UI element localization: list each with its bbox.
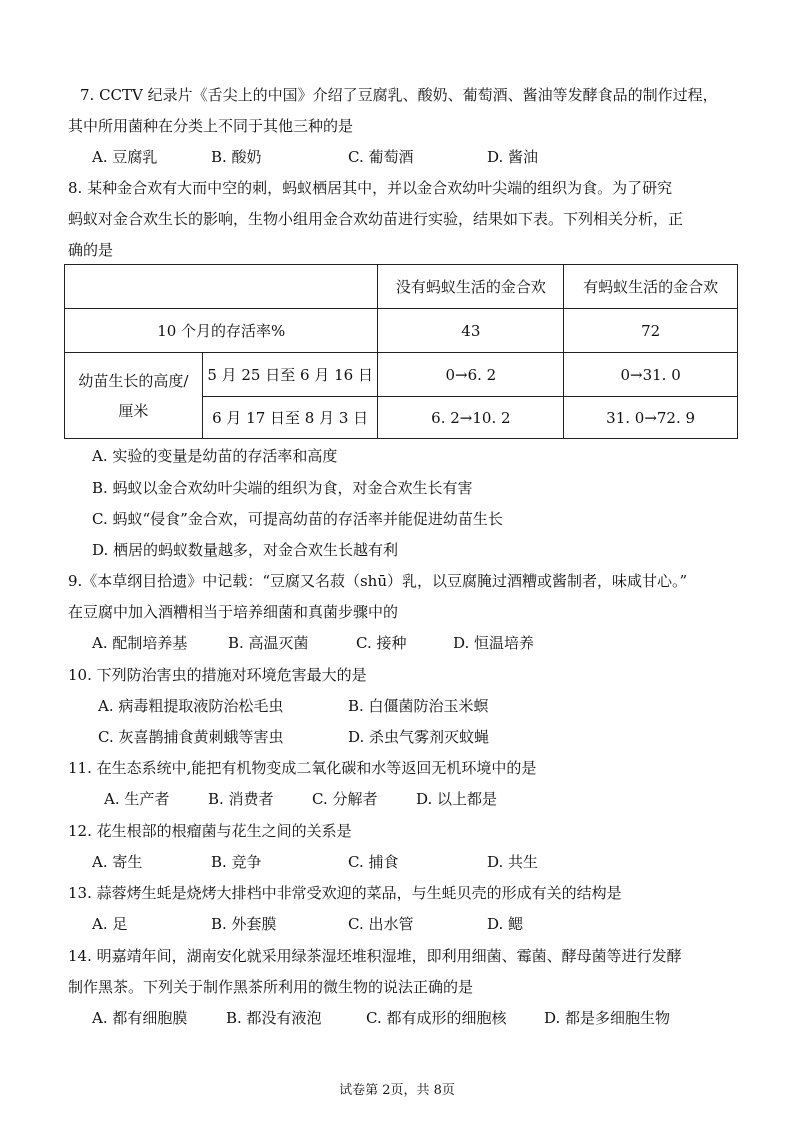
q10-option-c: C. 灰喜鹊捕食黄刺蛾等害虫: [98, 728, 284, 746]
q8-option-c: C. 蚂蚁“侵食”金合欢，可提高幼苗的存活率并能促进幼苗生长: [92, 510, 503, 528]
q9-line2: 在豆腐中加入酒糟相当于培养细菌和真菌步骤中的: [68, 603, 399, 621]
q7-option-d: D. 酱油: [487, 148, 539, 166]
q8-line2: 蚂蚁对金合欢生长的影响，生物小组用金合欢幼苗进行实验，结果如下表。下列相关分析，正: [68, 210, 684, 228]
q13-option-b: B. 外套膜: [211, 915, 277, 933]
q10-option-d: D. 杀虫气雾剂灭蚊蝇: [348, 728, 490, 746]
q7-option-c: C. 葡萄酒: [348, 148, 414, 166]
q8-option-a: A. 实验的变量是幼苗的存活率和高度: [92, 447, 338, 465]
q8-line1: 8. 某种金合欢有大而中空的刺，蚂蚁栖居其中，并以金合欢幼叶尖端的组织为食。为了研究: [68, 179, 673, 197]
table-header-row: [65, 265, 738, 309]
q12-option-a: A. 寄生: [92, 853, 143, 871]
table-cell: 6. 2→10. 2: [378, 397, 564, 439]
q9-option-a: A. 配制培养基: [92, 634, 188, 652]
q8-line3: 确的是: [68, 241, 114, 259]
q8-data-table: [64, 264, 738, 439]
q14-option-c: C. 都有成形的细胞核: [366, 1009, 507, 1027]
q8-option-b: B. 蚂蚁以金合欢幼叶尖端的组织为食，对金合欢生长有害: [92, 479, 473, 497]
table-period-2: 6 月 17 日至 8 月 3 日: [202, 397, 378, 439]
q7-line2: 其中所用菌种在分类上不同于其他三种的是: [68, 117, 354, 135]
table-cell: 43: [378, 309, 564, 353]
q11-line1: 11. 在生态系统中,能把有机物变成二氧化碳和水等返回无机环境中的是: [68, 759, 537, 777]
table-row-label-survival: 10 个月的存活率%: [65, 309, 378, 353]
q10-option-a: A. 病毒粗提取液防治松毛虫: [98, 697, 284, 715]
table-row-label-height: [65, 353, 203, 439]
q14-line1: 14. 明嘉靖年间，湖南安化就采用绿茶湿坯堆积湿堆，即利用细菌、霉菌、酵母菌等进行发酵: [68, 947, 682, 965]
q8-option-d: D. 栖居的蚂蚁数量越多，对金合欢生长越有利: [92, 541, 399, 559]
table-row: [65, 309, 738, 353]
q14-option-a: A. 都有细胞膜: [92, 1009, 188, 1027]
q12-option-d: D. 共生: [487, 853, 539, 871]
table-row: [65, 353, 738, 397]
q11-option-d: D. 以上都是: [416, 790, 498, 808]
q14-option-d: D. 都是多细胞生物: [544, 1009, 671, 1027]
q9-option-d: D. 恒温培养: [453, 634, 535, 652]
table-corner-cell: [65, 265, 378, 309]
q11-option-a: A. 生产者: [104, 790, 170, 808]
q11-option-b: B. 消费者: [208, 790, 274, 808]
q13-option-a: A. 足: [92, 915, 128, 933]
q12-option-c: C. 捕食: [348, 853, 399, 871]
q10-line1: 10. 下列防治害虫的措施对环境危害最大的是: [68, 666, 367, 684]
q12-option-b: B. 竞争: [211, 853, 262, 871]
q13-line1: 13. 蒜蓉烤生蚝是烧烤大排档中非常受欢迎的菜品，与生蚝贝壳的形成有关的结构是: [68, 884, 622, 902]
q13-option-d: D. 鳃: [487, 915, 524, 933]
q12-line1: 12. 花生根部的根瘤菌与花生之间的关系是: [68, 822, 352, 840]
table-row-label-height-line1: 幼苗生长的高度/: [78, 371, 189, 390]
table-col-header-with-ants: 有蚂蚁生活的金合欢: [564, 265, 738, 309]
table-cell: 0→6. 2: [378, 353, 564, 397]
table-cell: 0→31. 0: [564, 353, 738, 397]
q9-option-b: B. 高温灭菌: [228, 634, 309, 652]
q13-option-c: C. 出水管: [348, 915, 414, 933]
page-footer: 试卷第 2页，共 8页: [339, 1083, 455, 1098]
table-period-1: 5 月 25 日至 6 月 16 日: [202, 353, 378, 397]
table-cell: 31. 0→72. 9: [564, 397, 738, 439]
q7-option-b: B. 酸奶: [211, 148, 262, 166]
q9-line1: 9.《本草纲目拾遗》中记载：“豆腐又名菽（shū）乳，以豆腐腌过酒糟或酱制者，味咸甘心。”: [68, 572, 688, 590]
table-row-label-height-line2: 厘米: [118, 401, 149, 420]
q7-line1: 7. CCTV 纪录片《舌尖上的中国》介绍了豆腐乳、酸奶、葡萄酒、酱油等发酵食品的制作过程，: [80, 86, 718, 104]
q9-option-c: C. 接种: [356, 634, 407, 652]
q7-option-a: A. 豆腐乳: [92, 148, 158, 166]
q10-option-b: B. 白僵菌防治玉米螟: [348, 697, 489, 715]
q14-line2: 制作黑茶。下列关于制作黑茶所利用的微生物的说法正确的是: [68, 978, 474, 996]
table-cell: 72: [564, 309, 738, 353]
q11-option-c: C. 分解者: [312, 790, 378, 808]
q14-option-b: B. 都没有液泡: [226, 1009, 322, 1027]
table-col-header-no-ants: 没有蚂蚁生活的金合欢: [378, 265, 564, 309]
